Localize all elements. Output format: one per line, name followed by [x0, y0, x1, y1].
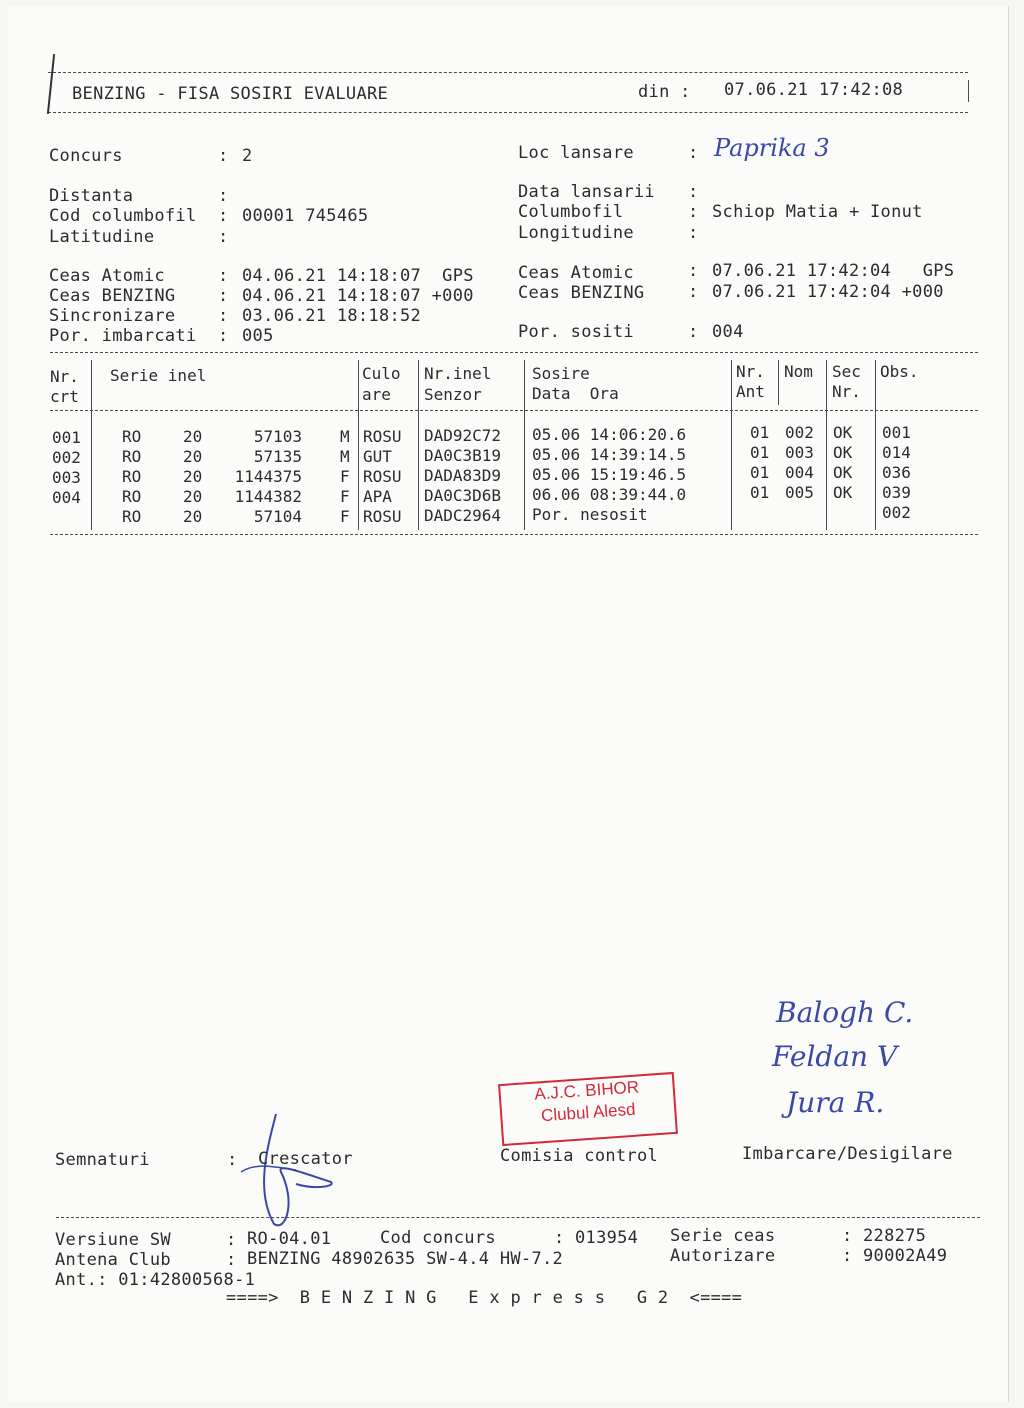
comisia-control-label: Comisia control: [500, 1146, 659, 1166]
autorizare-value: 90002A49: [863, 1246, 948, 1266]
cell-nom: 003: [785, 443, 814, 462]
cell-sensor: DADC2964: [424, 506, 502, 525]
cell-sosire: 05.06 15:19:46.5: [532, 465, 687, 484]
header-culoare: Culo: [362, 364, 401, 383]
info-label: Por. imbarcati: [49, 326, 197, 346]
info-sep: :: [218, 266, 229, 286]
col-divider: [778, 360, 779, 405]
table-bottom-rule: [50, 534, 978, 535]
cod-concurs-value: 013954: [575, 1228, 639, 1248]
table-top-rule: [50, 352, 978, 353]
cell-color: ROSU: [363, 467, 402, 486]
cell-year: 20: [183, 507, 203, 526]
header-serie-inel: Serie inel: [110, 366, 207, 385]
cell-nr: 004: [52, 488, 81, 507]
imbarcare-label: Imbarcare/Desigilare: [742, 1144, 953, 1164]
cell-nom: 004: [785, 463, 814, 482]
cell-obs: 039: [882, 483, 911, 502]
info-value: 004: [712, 322, 744, 342]
info-sep: :: [218, 146, 229, 166]
din-value: 07.06.21 17:42:08: [724, 80, 904, 100]
handwritten-signature-1: Balogh C.: [776, 996, 914, 1029]
info-value: 2: [242, 146, 253, 166]
header-senzor: Senzor: [424, 385, 482, 404]
cell-sensor: DAD92C72: [424, 426, 502, 445]
stamp-line-2: Clubul Alesd: [540, 1099, 637, 1126]
serie-ceas-label: Serie ceas: [670, 1226, 776, 1246]
header-nom: Nom: [784, 362, 813, 381]
header-crt: crt: [50, 387, 79, 406]
cell-ring: 1144382: [234, 487, 302, 506]
din-label: din :: [638, 82, 691, 102]
cell-sex: M: [340, 427, 350, 446]
ant-line: Ant.: 01:42800568-1: [55, 1270, 256, 1290]
cell-year: 20: [183, 427, 203, 446]
cell-sosire: 05.06 14:39:14.5: [532, 445, 687, 464]
col-divider: [875, 360, 876, 530]
info-value: 03.06.21 18:18:52: [242, 306, 422, 326]
footer-sep: :: [554, 1228, 565, 1248]
crescator-signature-scribble: [236, 1112, 346, 1232]
info-value: 005: [242, 326, 274, 346]
crescator-label: Crescator: [258, 1149, 353, 1169]
serie-ceas-value: 228275: [863, 1226, 927, 1246]
cell-sec: OK: [833, 423, 853, 442]
cell-sec: OK: [833, 443, 853, 462]
stamp-line-1: A.J.C. BIHOR: [533, 1077, 640, 1104]
cell-sec: OK: [833, 463, 853, 482]
info-sep: :: [688, 282, 699, 302]
cell-sosire: 05.06 14:06:20.6: [532, 425, 687, 444]
cell-sex: F: [340, 507, 350, 526]
cell-color: ROSU: [363, 427, 402, 446]
col-divider: [731, 360, 732, 530]
info-value: 04.06.21 14:18:07 +000: [242, 286, 474, 306]
info-label: Latitudine: [49, 227, 155, 247]
col-divider: [91, 360, 92, 530]
header-obs: Obs.: [880, 362, 919, 381]
cell-year: 20: [183, 487, 203, 506]
header-nr-ant: Nr.: [736, 362, 765, 381]
cell-obs: 001: [882, 423, 911, 442]
cell-country: RO: [122, 447, 142, 466]
versiune-value: RO-04.01: [247, 1229, 332, 1249]
cell-year: 20: [183, 447, 203, 466]
cell-color: ROSU: [363, 507, 402, 526]
info-value: 04.06.21 14:18:07 GPS: [242, 266, 474, 286]
cell-ring: 57103: [253, 427, 302, 446]
info-sep: :: [218, 227, 229, 247]
info-value: 07.06.21 17:42:04 GPS: [712, 261, 955, 281]
info-label: Ceas BENZING: [49, 286, 176, 306]
info-sep: :: [688, 223, 699, 243]
cell-obs: 002: [882, 503, 911, 522]
info-value: Schiop Matia + Ionut: [712, 202, 923, 222]
header-top-rule: [48, 72, 968, 73]
col-divider: [418, 360, 419, 530]
cell-country: RO: [122, 467, 142, 486]
info-sep: :: [688, 202, 699, 222]
info-label: Columbofil: [518, 202, 624, 222]
info-sep: :: [688, 322, 699, 342]
benzing-banner: ====> B E N Z I N G E x p r e s s G 2 <====: [226, 1288, 743, 1308]
table-header-rule: [50, 410, 978, 411]
cell-nr: 001: [52, 428, 81, 447]
cell-sex: F: [340, 487, 350, 506]
antena-value: BENZING 48902635 SW-4.4 HW-7.2: [247, 1249, 564, 1269]
cell-sensor: DA0C3B19: [424, 446, 502, 465]
semnaturi-sep: :: [227, 1150, 238, 1170]
footer-sep: :: [226, 1250, 237, 1270]
handwritten-signature-3: Jura R.: [786, 1086, 885, 1119]
cell-obs: 014: [882, 443, 911, 462]
autorizare-label: Autorizare: [670, 1246, 776, 1266]
info-sep: :: [218, 206, 229, 226]
cod-concurs-label: Cod concurs: [380, 1228, 496, 1248]
header-culoare-2: are: [362, 385, 391, 404]
header-sosire: Sosire: [532, 364, 590, 383]
cell-nr: 003: [52, 468, 81, 487]
header-bottom-rule: [48, 112, 968, 113]
cell-country: RO: [122, 427, 142, 446]
header-nr: Nr.: [50, 367, 79, 386]
info-label: Ceas BENZING: [518, 283, 645, 303]
col-divider: [524, 360, 525, 530]
footer-sep: :: [842, 1226, 853, 1246]
cell-country: RO: [122, 487, 142, 506]
info-label: Concurs: [49, 146, 123, 166]
cell-color: GUT: [363, 447, 392, 466]
cell-country: RO: [122, 507, 142, 526]
info-sep: :: [218, 186, 229, 206]
cell-sec: OK: [833, 483, 853, 502]
info-sep: :: [688, 261, 699, 281]
cell-nom: 002: [785, 423, 814, 442]
cell-obs: 036: [882, 463, 911, 482]
info-value: 07.06.21 17:42:04 +000: [712, 282, 944, 302]
handwritten-signature-2: Feldan V: [772, 1040, 898, 1073]
cell-sex: M: [340, 447, 350, 466]
cell-ant: 01: [750, 483, 770, 502]
versiune-label: Versiune SW: [55, 1230, 171, 1250]
club-stamp: [498, 1072, 678, 1146]
cell-ant: 01: [750, 463, 770, 482]
header-sec: Sec: [832, 362, 861, 381]
handwritten-loc-lansare: Paprika 3: [714, 134, 830, 162]
cell-ring: 1144375: [234, 467, 302, 486]
cell-ring: 57135: [253, 447, 302, 466]
info-label: Loc lansare: [518, 143, 634, 163]
info-sep: :: [688, 143, 699, 163]
info-sep: :: [218, 326, 229, 346]
info-label: Ceas Atomic: [49, 266, 165, 286]
cell-ring: 57104: [253, 507, 302, 526]
header-ant: Ant: [736, 382, 765, 401]
cell-ant: 01: [750, 423, 770, 442]
header-nr-inel: Nr.inel: [424, 364, 492, 383]
cell-color: APA: [363, 487, 392, 506]
col-divider: [826, 360, 827, 530]
cell-sensor: DADA83D9: [424, 466, 502, 485]
cell-sosire: Por. nesosit: [532, 505, 648, 524]
footer-sep: :: [226, 1230, 237, 1250]
info-label: Ceas Atomic: [518, 263, 634, 283]
info-sep: :: [688, 182, 699, 202]
info-label: Por. sositi: [518, 322, 634, 342]
antena-label: Antena Club: [55, 1250, 171, 1270]
col-divider: [358, 360, 359, 530]
cell-sex: F: [340, 467, 350, 486]
info-label: Cod columbofil: [49, 206, 197, 226]
info-sep: :: [218, 286, 229, 306]
document-title: BENZING - FISA SOSIRI EVALUARE: [72, 84, 389, 104]
semnaturi-label: Semnaturi: [55, 1150, 150, 1170]
header-right-border: [968, 80, 969, 102]
info-sep: :: [218, 306, 229, 326]
info-value: 00001 745465: [242, 206, 369, 226]
info-label: Longitudine: [518, 223, 634, 243]
cell-nom: 005: [785, 483, 814, 502]
cell-sosire: 06.06 08:39:44.0: [532, 485, 687, 504]
cell-sensor: DA0C3D6B: [424, 486, 502, 505]
header-sec-nr: Nr.: [832, 382, 861, 401]
info-label: Data lansarii: [518, 182, 655, 202]
cell-year: 20: [183, 467, 203, 486]
header-data-ora: Data Ora: [532, 384, 619, 403]
info-label: Distanta: [49, 186, 134, 206]
cell-nr: 002: [52, 448, 81, 467]
footer-rule: [56, 1217, 980, 1218]
footer-sep: :: [842, 1246, 853, 1266]
info-label: Sincronizare: [49, 306, 176, 326]
cell-ant: 01: [750, 443, 770, 462]
